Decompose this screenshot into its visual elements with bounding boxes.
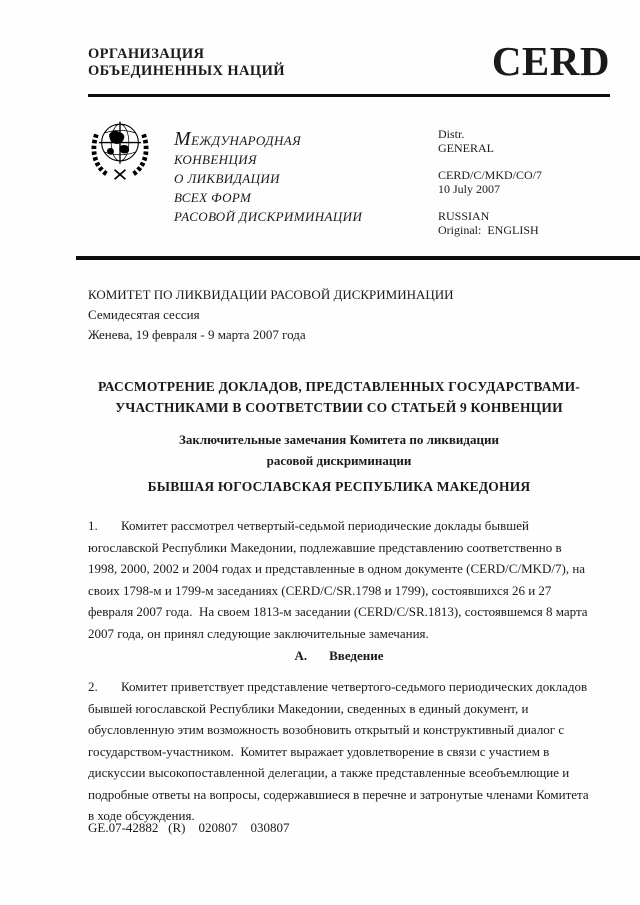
report-title-line2: УЧАСТНИКАМИ В СООТВЕТСТВИИ СО СТАТЬЕЙ 9 КОНВЕНЦИИ (115, 400, 563, 415)
section-a-heading (88, 646, 590, 666)
document-header (0, 0, 640, 84)
country-title: БЫВШАЯ ЮГОСЛАВСКАЯ РЕСПУБЛИКА МАКЕДОНИЯ (147, 479, 531, 494)
distribution-label: Distr. (438, 127, 465, 141)
paragraph-number: 1. (88, 518, 98, 533)
convention-title-line: ВСЕХ ФОРМ (174, 190, 252, 205)
concluding-observations-title (88, 429, 590, 471)
footer-reference: GE.07-42882 (R) 020807 030807 (88, 820, 290, 835)
session-venue: Женева, 19 февраля - 9 марта 2007 года (88, 327, 306, 342)
distribution-group (438, 127, 590, 155)
org-name-line1: ОРГАНИЗАЦИЯ (88, 46, 205, 62)
document-symbol: CERD/C/MKD/CO/7 (438, 168, 543, 182)
section-title: Введение (329, 648, 384, 663)
language-group (438, 209, 590, 237)
masthead (86, 114, 590, 237)
original-language: Original: ENGLISH (438, 223, 539, 237)
paragraph-2 (88, 676, 594, 827)
symbol-group (438, 168, 590, 196)
convention-title-line: РАСОВОЙ ДИСКРИМИНАЦИИ (174, 209, 363, 224)
paragraph-text: Комитет рассмотрел четвертый-седьмой периодические доклады бывшей югославской Республики Македонии, подлежавшие представлению соответственно в 1998, 2000, 2002 и 2004 годах и представленные в одном документе (CERD/C/MKD/7), на своих 1798-м и 1799-м заседаниях (CERD/C/SR.1798 и 1799), состоявшихся 26 и 27 февраля 2007 года. На своем 1813-м заседании (CERD/C/SR.1813), состоявшемся 8 марта 2007 года, он принял следующие заключительные замечания. (88, 518, 591, 641)
report-title (88, 376, 590, 418)
document-date: 10 July 2007 (438, 182, 501, 196)
paragraph-text: Комитет приветствует представление четвертого-седьмого периодических докладов бывшей югославской Республики Македонии, сведенных в единый документ, и обусловленную этим возможность возобновить открытый и конструктивный диалог с государством-участником. Комитет выражает удовлетворение в связи с участием в дискуссии высокопоставленной делегации, а также представленные всеобъемлющие и подробные ответы на вопросы, содержавшиеся в перечне и затронутые членами Комитета в ходе обсуждения. (88, 679, 592, 823)
document-language: RUSSIAN (438, 209, 490, 223)
section-label: А. (294, 648, 308, 663)
un-emblem-icon (86, 114, 154, 182)
doc-info (438, 114, 590, 237)
paragraph-number: 2. (88, 679, 98, 694)
convention-title-line: О ЛИКВИДАЦИИ (174, 171, 280, 186)
committee-acronym: CERD (491, 38, 610, 84)
observations-title-line2: расовой дискриминации (266, 453, 412, 468)
distribution-value: GENERAL (438, 141, 494, 155)
org-name (88, 46, 285, 80)
paragraph-1 (88, 515, 594, 644)
session-info (88, 285, 610, 345)
convention-title-line: КОНВЕНЦИЯ (174, 152, 257, 167)
observations-title-line1: Заключительные замечания Комитета по ликвидации (179, 432, 499, 447)
committee-name: КОМИТЕТ ПО ЛИКВИДАЦИИ РАСОВОЙ ДИСКРИМИНАЦИИ (88, 287, 454, 302)
session-number: Семидесятая сессия (88, 307, 200, 322)
report-title-line1: РАССМОТРЕНИЕ ДОКЛАДОВ, ПРЕДСТАВЛЕННЫХ ГОСУДАРСТВАМИ- (98, 379, 580, 394)
convention-title (174, 114, 362, 226)
convention-title-line: МЕЖДУНАРОДНАЯ (174, 128, 302, 150)
section-divider (76, 256, 640, 260)
org-name-line2: ОБЪЕДИНЕННЫХ НАЦИЙ (88, 63, 285, 79)
header-divider (88, 94, 610, 97)
